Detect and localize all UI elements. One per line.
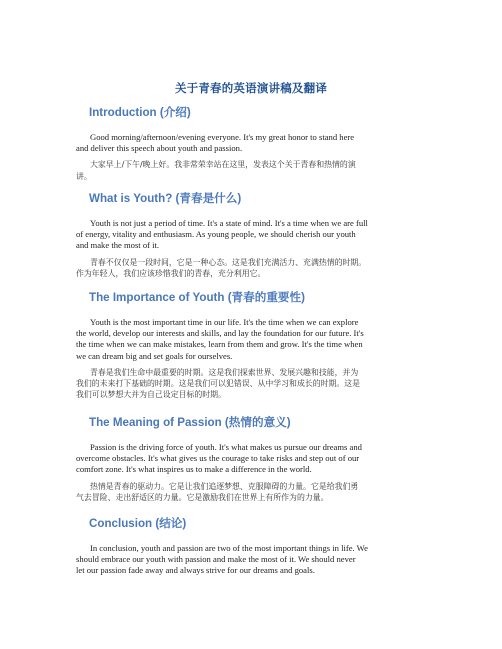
english-paragraph [0,317,432,362]
document-title: 关于青春的英语演讲稿及翻译 [174,81,328,95]
chinese-paragraph [0,481,436,504]
text-line: 大家早上/下午/晚上好。我非常荣幸站在这里，发表这个关于青春和热情的演 [90,160,356,170]
text-line: of energy, vitality and enthusiasm. As young people, we should cherish our youth [76,229,356,240]
text-line: 我们的未来打下基础的时期。这是我们可以犯错误、从中学习和成长的时期。这是 [76,379,361,389]
text-line: 青春是我们生命中最重要的时期。这是我们探索世界、发展兴趣和技能，并为 [90,367,359,377]
text-line: 讲。 [76,171,92,181]
text-line: 青春不仅仅是一段时间，它是一种心态。这是我们充满活力、充满热情的时期。 [90,257,367,267]
section-conclusion [0,517,502,577]
text-line: and make the most of it. [76,240,160,251]
english-paragraph [0,442,432,476]
text-line: the world, develop our interests and skills, and lay the foundation for our future. It's [76,328,364,339]
text-line: 我们可以梦想大并为自己设定目标的时期。 [76,390,226,400]
text-line: should embrace our youth with passion and make the most of it. We should never [76,554,356,565]
section-meaning-of-passion [0,416,502,503]
text-line: we can dream big and set goals for ourselves. [76,350,233,361]
text-line: Good morning/afternoon/evening everyone. It's my great honor to stand here [90,132,355,142]
text-line: In conclusion, youth and passion are two of the most important things in life. We [90,543,368,553]
section-what-is-youth [0,192,502,279]
text-line: and deliver this speech about youth and passion. [76,143,243,154]
section-heading: The Meaning of Passion (热情的意义) [89,416,291,429]
text-line: Youth is not just a period of time. It's a state of mind. It's a time when we are full [90,218,368,228]
text-line: comfort zone. It's what inspires us to make a difference in the world. [76,464,312,475]
text-line: 热情是青春的驱动力。它是让我们追逐梦想、克服障碍的力量。它是给我们勇 [90,481,359,491]
chinese-paragraph [0,257,436,280]
section-importance-of-youth [0,291,502,401]
english-paragraph [0,132,432,154]
text-line: let our passion fade away and always strive for our dreams and goals. [76,565,315,576]
text-line: the time when we can make mistakes, learn from them and grow. It's the time when [76,339,363,350]
text-line: overcome obstacles. It's what gives us the courage to take risks and step out of our [76,453,360,464]
text-line: Youth is the most important time in our life. It's the time when we can explore [90,317,359,327]
chinese-paragraph [0,159,436,182]
section-heading: What is Youth? (青春是什么) [89,192,242,205]
chinese-paragraph [0,367,436,401]
section-introduction [0,106,502,182]
text-line: 作为年轻人，我们应该珍惜我们的青春，充分利用它。 [76,268,266,278]
text-line: Passion is the driving force of youth. It's what makes us pursue our dreams and [90,442,362,452]
text-line: 气去冒险、走出舒适区的力量。它是激励我们在世界上有所作为的力量。 [76,492,329,502]
section-heading: Introduction (介绍) [89,106,191,119]
english-paragraph [0,543,432,577]
english-paragraph [0,218,432,252]
section-heading: Conclusion (结论) [89,517,187,530]
section-heading: The Importance of Youth (青春的重要性) [89,291,305,304]
